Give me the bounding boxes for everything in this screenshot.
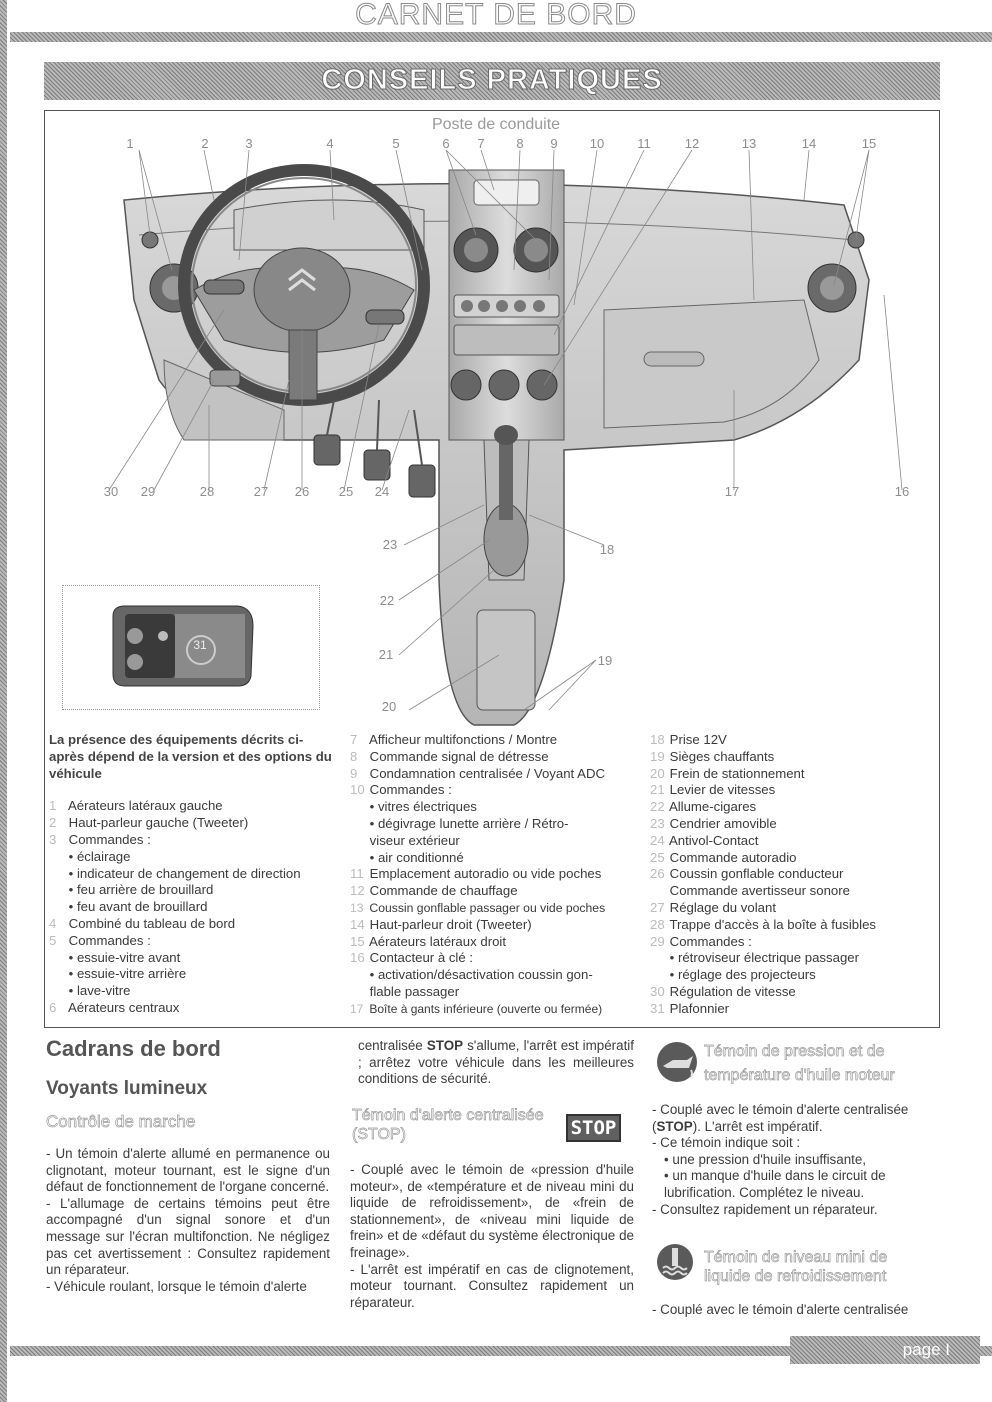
legend-item: 17 Boîte à gants inférieure (ouverte ou fermée) — [350, 1001, 603, 1016]
callout-12: 12 — [684, 136, 700, 151]
legend-item: 6 Aérateurs centraux — [49, 999, 180, 1015]
stop-icon: STOP — [566, 1114, 621, 1142]
legend-item: 12 Commande de chauffage — [350, 883, 518, 899]
legend-item: 8 Commande signal de détresse — [350, 748, 549, 764]
oil-warning-text — [652, 1102, 940, 1218]
legend-item: • vitres électriques — [369, 799, 477, 815]
legend-item: 7 Afficheur multifonctions / Montre — [350, 732, 558, 747]
legend-item: • réglage des projecteurs — [669, 967, 816, 983]
paragraph: - Ce témoin indique soit : — [652, 1135, 801, 1151]
callout-9: 9 — [550, 136, 558, 151]
legend-column-3 — [650, 732, 940, 1018]
article-column-2 — [350, 1162, 634, 1311]
legend-item: 19 Sièges chauffants — [650, 748, 775, 764]
legend-item: 21 Levier de vitesses — [650, 782, 776, 798]
callout-26: 26 — [294, 484, 310, 499]
legend-item: 5 Commandes : — [49, 932, 151, 948]
diagram-title: Poste de conduite — [431, 116, 561, 133]
legend-item: 14 Haut-parleur droit (Tweeter) — [350, 916, 532, 932]
callout-16: 16 — [894, 484, 910, 499]
callout-23: 23 — [382, 537, 398, 552]
legend-item: 24 Antivol-Contact — [650, 832, 759, 848]
legend-item: • activation/désactivation coussin gon- — [369, 967, 593, 983]
paragraph: • un manque d'huile dans le circuit de lubrification. Complétez le niveau. — [664, 1168, 886, 1200]
legend-item: 16 Contacteur à clé : — [350, 950, 474, 966]
coolant-warning-title: Témoin de niveau mini de liquide de refroidissement — [704, 1249, 888, 1285]
coolant-level-icon — [655, 1242, 695, 1282]
legend-item: • éclairage — [68, 848, 131, 864]
callout-22: 22 — [379, 593, 395, 608]
callout-3: 3 — [245, 136, 253, 151]
callout-14: 14 — [801, 136, 817, 151]
legend-item: 23 Cendrier amovible — [650, 815, 777, 831]
page-title: CARNET DE BORD — [355, 0, 637, 31]
legend-item: • air conditionné — [369, 849, 464, 865]
callout-5: 5 — [392, 136, 400, 151]
callout-19: 19 — [597, 653, 613, 668]
legend-item: • essuie-vitre avant — [68, 949, 181, 965]
legend-item: 26 Coussin gonflable conducteur — [650, 866, 844, 882]
article-subtitle: Voyants lumineux — [46, 1078, 208, 1099]
callout-11: 11 — [637, 136, 651, 151]
legend-column-1 — [49, 732, 334, 1017]
legend-item: 2 Haut-parleur gauche (Tweeter) — [49, 815, 249, 831]
callout-13: 13 — [741, 136, 757, 151]
paragraph: - L'allumage de certains témoins peut être accompagné d'un signal sonore et d'un message sur l'écran multifonction. Ne négligez pas cet avertissement : Consultez rapidement un réparateur. — [46, 1195, 330, 1278]
callout-21: 21 — [378, 647, 394, 662]
legend-item: 10 Commandes : — [350, 782, 452, 798]
inset-frame — [62, 585, 320, 710]
paragraph: - Couplé avec le témoin de «pression d'huile moteur», de «température et de niveau mini du liquide de refroidissement», de «frein de stationnement», de «niveau mini liquide de frein» et de «défaut du système électronique de freinage». — [350, 1162, 634, 1260]
legend-item: 31 Plafonnier — [650, 1000, 730, 1016]
legend-item: Commande avertisseur sonore — [669, 883, 850, 899]
scan-edge — [0, 0, 7, 1402]
paragraph: - L'arrêt est impératif en cas de clignotement, moteur tournant. Consultez rapidement un réparateur. — [350, 1261, 634, 1310]
paragraph: • une pression d'huile insuffisante, — [664, 1151, 867, 1167]
callout-7: 7 — [477, 136, 485, 151]
callout-20: 20 — [381, 699, 397, 714]
legend-item: 20 Frein de stationnement — [650, 765, 805, 781]
page-number-tab — [790, 1336, 980, 1364]
legend-item: flable passager — [369, 983, 460, 999]
paragraph: - Consultez rapidement un réparateur. — [652, 1201, 878, 1217]
stop-warning-title: Témoin d'alerte centralisée (STOP) — [352, 1107, 544, 1143]
legend-item: • dégivrage lunette arrière / Rétro- — [369, 815, 569, 831]
paragraph: - Véhicule roulant, lorsque le témoin d'alerte — [46, 1278, 307, 1294]
legend-column-2 — [350, 732, 645, 1018]
oil-warning-title: Témoin de pression et de température d'huile moteur — [704, 1043, 895, 1084]
callout-24: 24 — [374, 484, 390, 499]
oil-pressure-icon — [655, 1040, 699, 1084]
callout-18: 18 — [599, 542, 615, 557]
callout-8: 8 — [516, 136, 524, 151]
legend-item: 18 Prise 12V — [650, 732, 727, 747]
callout-2: 2 — [201, 136, 209, 151]
legend-item: 28 Trappe d'accès à la boîte à fusibles — [650, 916, 876, 932]
callout-4: 4 — [326, 136, 334, 151]
legend-item: 4 Combiné du tableau de bord — [49, 915, 236, 931]
paragraph: - Couplé avec le témoin d'alerte centralisée (STOP). L'arrêt est impératif. — [652, 1102, 909, 1134]
article-column-1 — [46, 1146, 330, 1295]
legend-item: 13 Coussin gonflable passager ou vide poches — [350, 900, 606, 915]
callout-17: 17 — [724, 484, 740, 499]
coolant-warning-text: - Couplé avec le témoin d'alerte centralisée — [652, 1302, 909, 1317]
callout-29: 29 — [140, 484, 156, 499]
legend-item: • feu avant de brouillard — [68, 899, 208, 915]
stop-intro-paragraph: centralisée STOP s'allume, l'arrêt est impératif ; arrêtez votre véhicule dans les meilleures conditions de sécurité. — [358, 1038, 634, 1087]
legend-item: 1 Aérateurs latéraux gauche — [49, 798, 223, 814]
callout-1: 1 — [126, 136, 134, 151]
legend-item: • essuie-vitre arrière — [68, 966, 187, 982]
section-heading-controle: Contrôle de marche — [46, 1112, 196, 1131]
header-rule — [10, 32, 992, 42]
legend-item: 25 Commande autoradio — [650, 849, 797, 865]
callout-27: 27 — [253, 484, 269, 499]
legend-item: viseur extérieur — [369, 832, 460, 848]
page-number: page I — [902, 1340, 950, 1359]
legend-item: • lave-vitre — [68, 983, 131, 999]
legend-item: • indicateur de changement de direction — [68, 865, 301, 881]
legend-item: • feu arrière de brouillard — [68, 882, 214, 898]
legend-item: 11 Emplacement autoradio ou vide poches — [350, 866, 602, 882]
legend-item: 30 Régulation de vitesse — [650, 983, 796, 999]
section-title: CONSEILS PRATIQUES — [321, 64, 663, 96]
article-title: Cadrans de bord — [46, 1036, 221, 1061]
callout-28: 28 — [199, 484, 215, 499]
legend-item: 15 Aérateurs latéraux droit — [350, 933, 507, 949]
callout-25: 25 — [338, 484, 354, 499]
callout-10: 10 — [589, 136, 605, 151]
callout-6: 6 — [442, 136, 450, 151]
section-banner — [44, 62, 940, 100]
legend-item: • rétroviseur électrique passager — [669, 950, 860, 966]
legend-item: 22 Allume-cigares — [650, 799, 757, 815]
callout-15: 15 — [861, 136, 877, 151]
legend-item: 3 Commandes : — [49, 831, 151, 847]
legend-item: 29 Commandes : — [650, 933, 752, 949]
legend-item: 27 Réglage du volant — [650, 899, 776, 915]
paragraph: - Un témoin d'alerte allumé en permanence ou clignotant, moteur tournant, est le signe d'un défaut de fonctionnement de l'organe concerné. — [46, 1146, 330, 1195]
legend-item: 9 Condamnation centralisée / Voyant ADC — [350, 765, 605, 781]
callout-31: 31 — [193, 638, 207, 652]
callout-30: 30 — [103, 484, 119, 499]
legend-intro: La présence des équipements décrits ci-après dépend de la version et des options du véhicule — [49, 732, 332, 781]
